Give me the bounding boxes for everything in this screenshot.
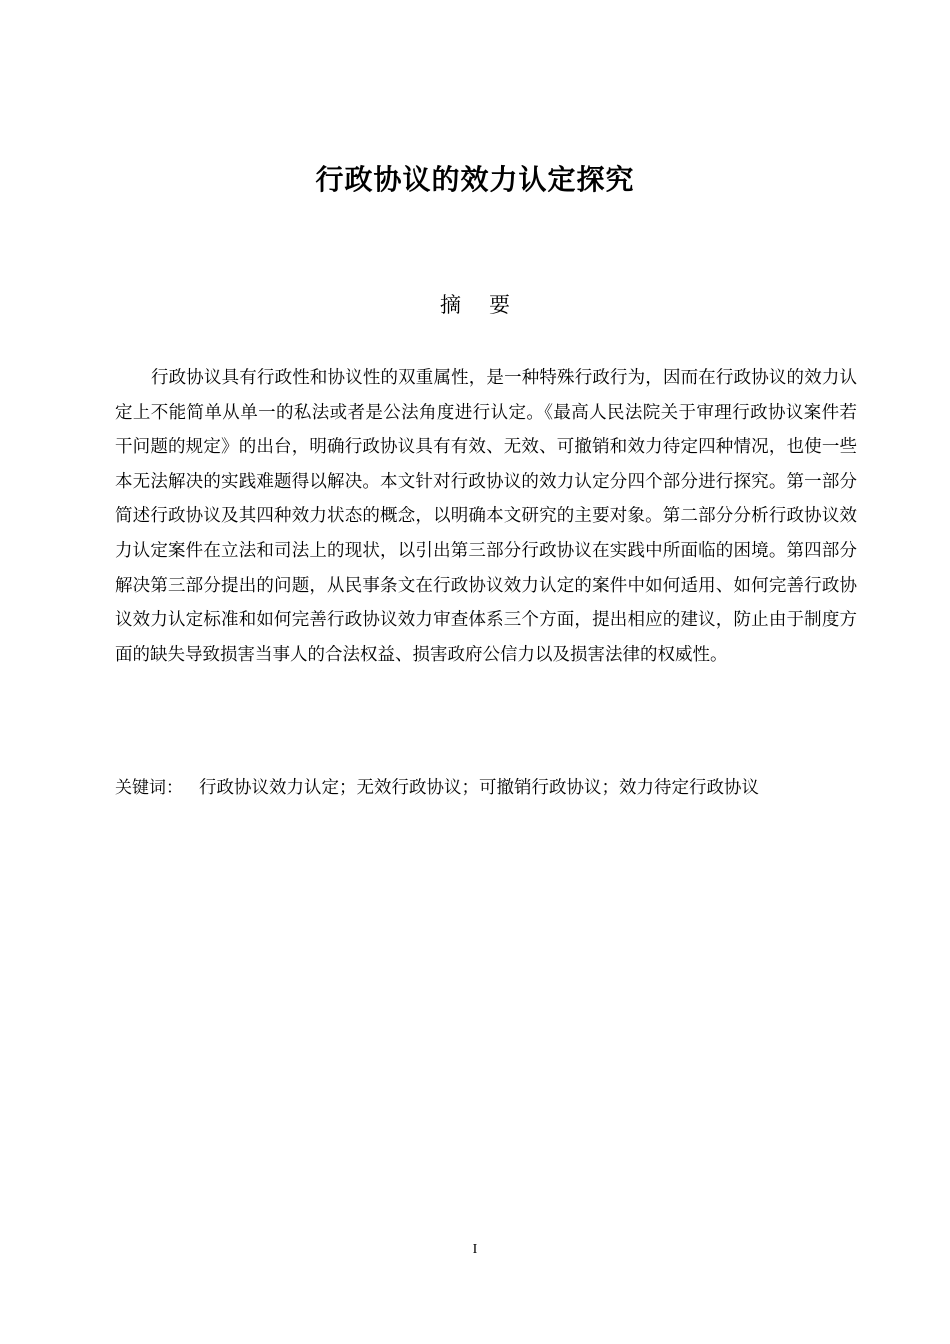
paper-title: 行政协议的效力认定探究 [315,163,635,196]
keywords-label: 关键词： [115,778,183,798]
abstract-body: 行政协议具有行政性和协议性的双重属性，是一种特殊行政行为，因而在行政协议的效力认定上不能简单从单一的私法或者是公法角度进行认定。《最高人民法院关于审理行政协议案件若干问题的规定》的出台，明确行政协议具有有效、无效、可撤销和效力待定四种情况，也使一些本无法解决的实践难题得以解决。本文针对行政协议的效力认定分四个部分进行探究。第一部分简述行政协议及其四种效力状态的概念，以明确本文研究的主要对象。第二部分分析行政协议效力认定案件在立法和司法上的现状，以引出第三部分行政协议在实践中所面临的困境。第四部分解决第三部分提出的问题，从民事条文在行政协议效力认定的案件中如何适用、如何完善行政协议效力认定标准和如何完善行政协议效力审查体系三个方面，提出相应的建议，防止由于制度方面的缺失导致损害当事人的合法权益、损害政府公信力以及损害法律的权威性。 [115,368,857,665]
keywords-text: 行政协议效力认定；无效行政协议；可撤销行政协议；效力待定行政协议 [199,778,759,798]
abstract-heading [0,289,950,321]
page-number: I [472,1242,478,1257]
keywords-line [115,772,857,804]
abstract-heading-char-1: 摘 [440,293,461,317]
abstract-heading-char-2: 要 [489,293,510,317]
